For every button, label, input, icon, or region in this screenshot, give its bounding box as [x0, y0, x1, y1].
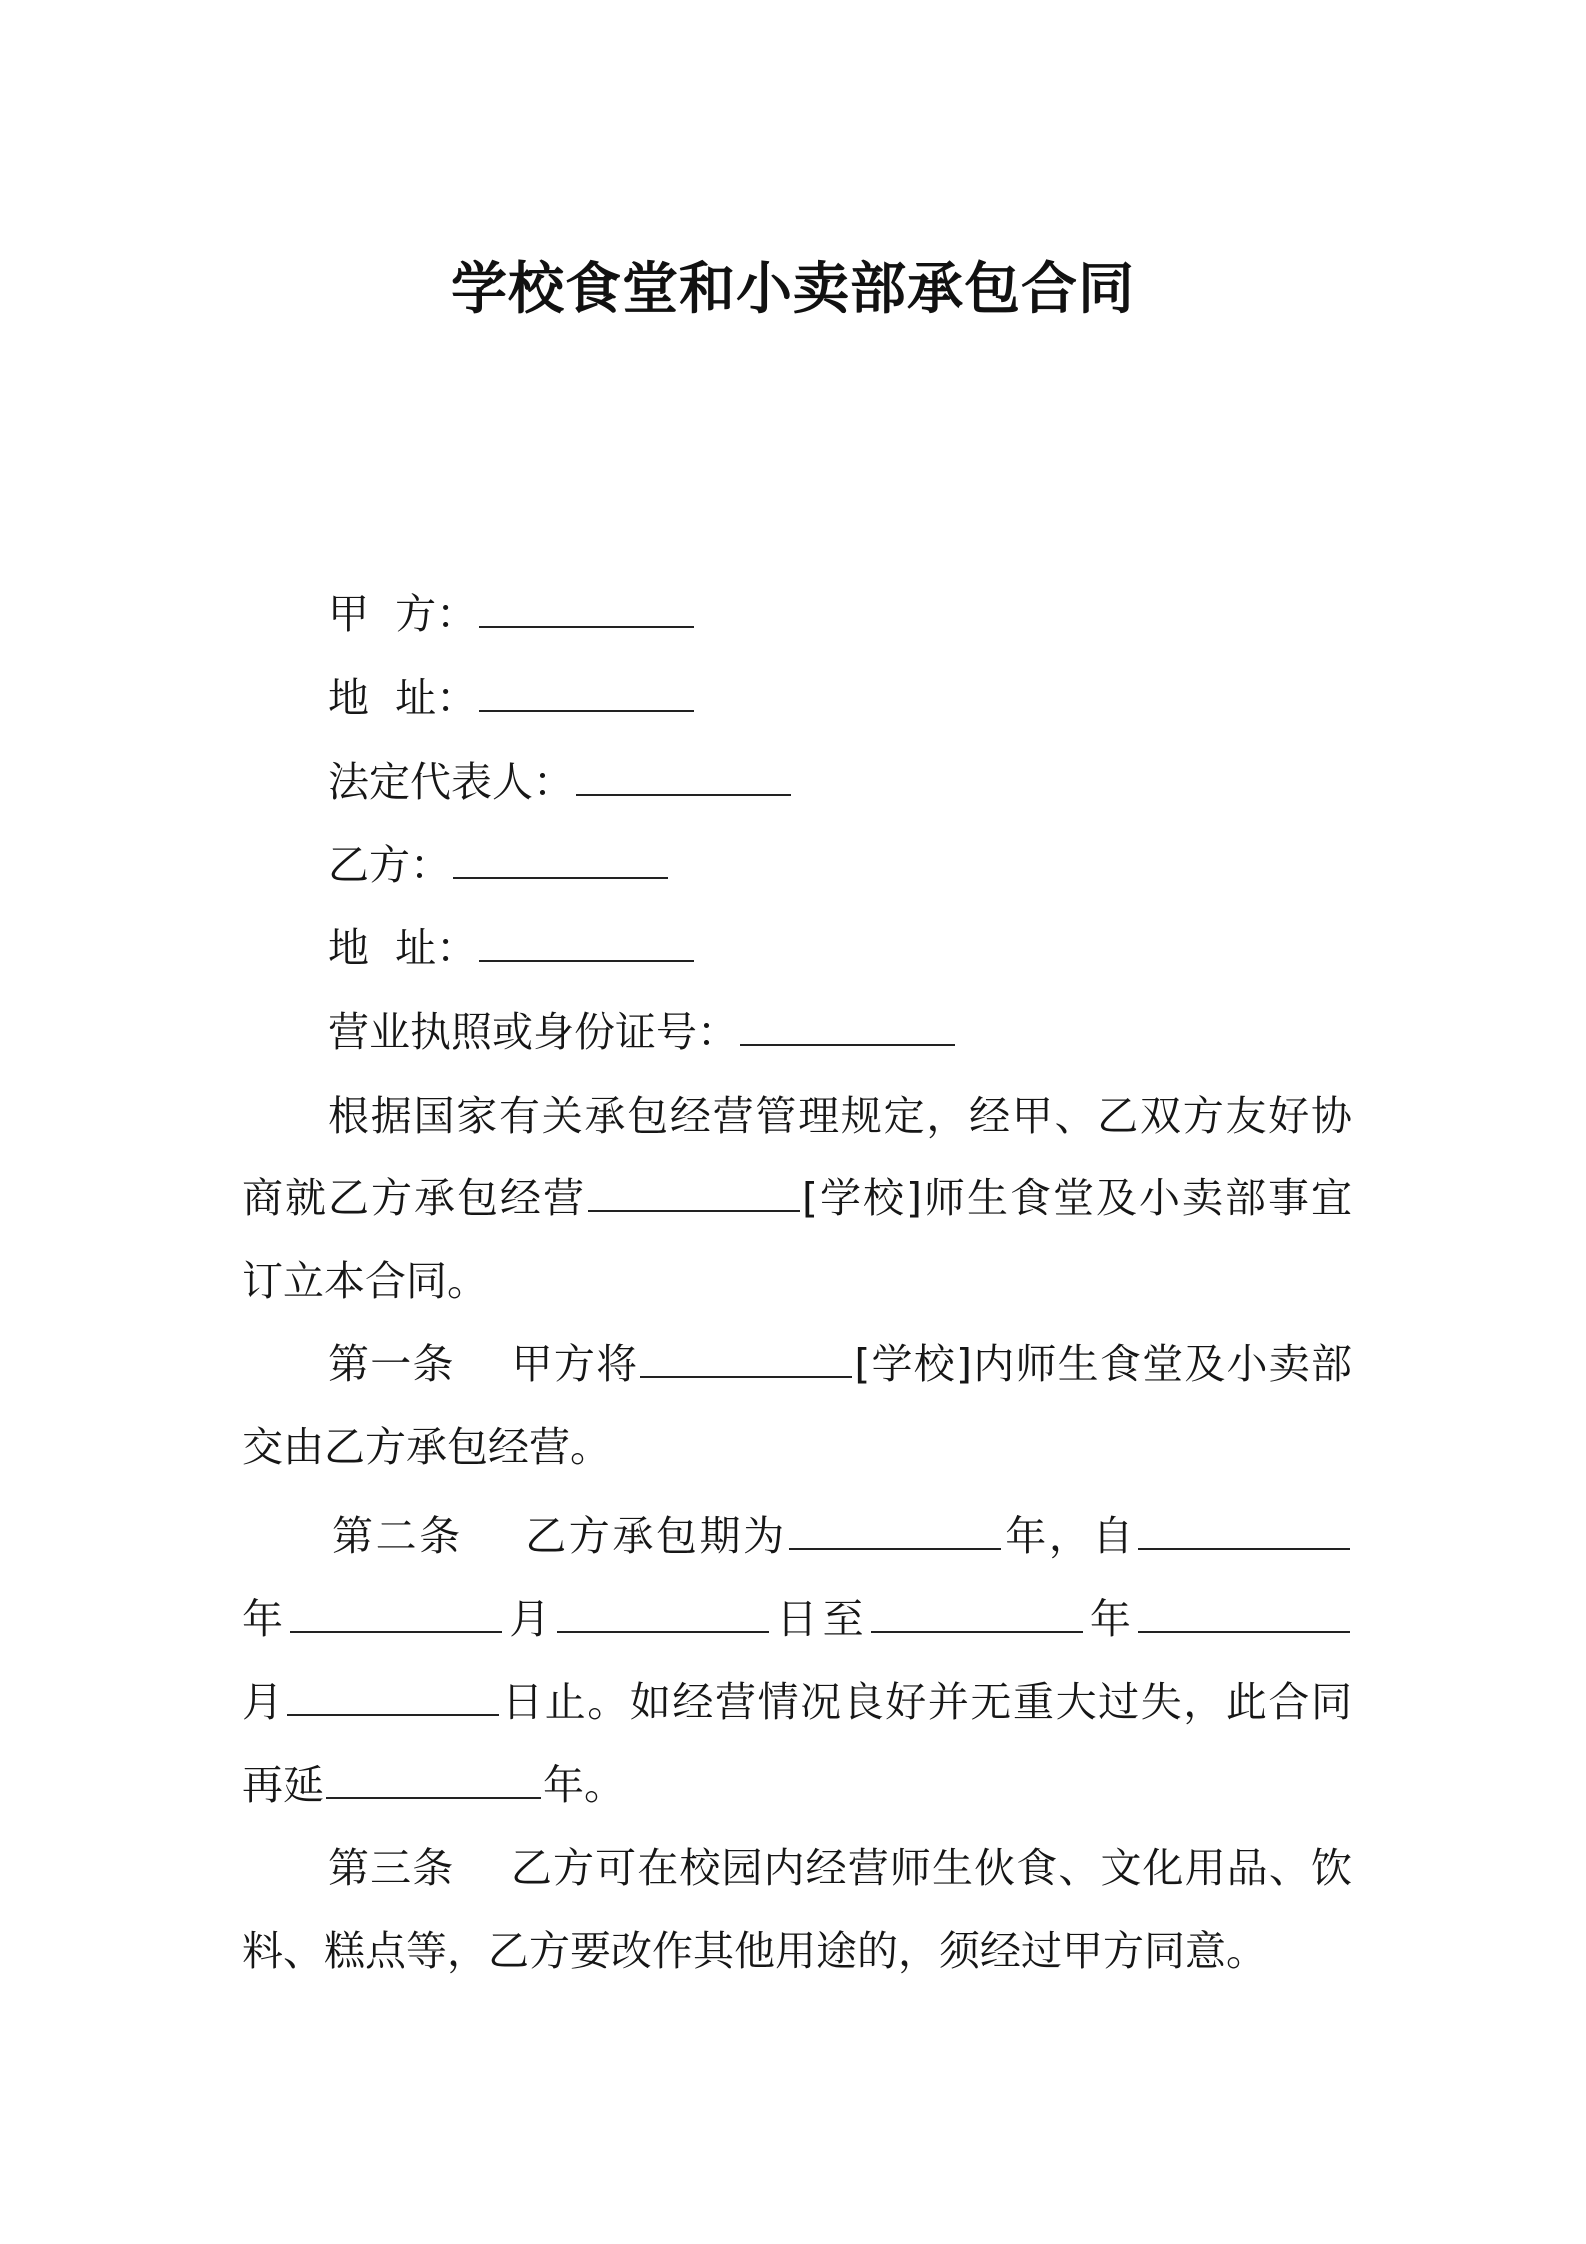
end-month-blank[interactable] — [1138, 1597, 1350, 1633]
article-2-line-2 — [242, 1589, 1352, 1649]
legal-rep-blank[interactable] — [576, 760, 791, 796]
party-a-address-field — [328, 668, 696, 728]
preamble-text-1: 根据国家有关承包经营管理规定，经甲、乙双方友好协 — [328, 1092, 1352, 1140]
article-2-line-4 — [242, 1755, 625, 1815]
article-2-line-3 — [242, 1672, 1352, 1732]
article-2-text-1a: 第二条 乙方承包期为 — [332, 1512, 787, 1560]
article-1-line-2 — [242, 1417, 611, 1477]
legal-rep-label: 法定代表人： — [328, 758, 574, 806]
party-b-address-blank[interactable] — [479, 926, 694, 962]
article-1-text-2: 交由乙方承包经营。 — [242, 1423, 611, 1471]
article-2-text-4a: 再延 — [242, 1761, 324, 1809]
article-2-line-1 — [332, 1506, 1352, 1566]
extension-years-blank[interactable] — [326, 1763, 541, 1799]
article-2-text-2a: 年 — [242, 1595, 289, 1643]
article-1-line-1 — [328, 1334, 1352, 1394]
article-3-line-1 — [328, 1838, 1352, 1898]
preamble-line-3 — [242, 1251, 488, 1311]
article-1-text-1a: 第一条 甲方将 — [328, 1340, 639, 1388]
article-3-text-2: 料、糕点等，乙方要改作其他用途的，须经过甲方同意。 — [242, 1927, 1267, 1975]
party-a-field — [328, 584, 696, 644]
party-b-blank[interactable] — [453, 843, 668, 879]
end-year-blank[interactable] — [871, 1597, 1083, 1633]
party-b-label: 乙方： — [328, 841, 451, 889]
article-1-school-blank[interactable] — [640, 1342, 852, 1378]
license-field — [328, 1002, 957, 1062]
party-b-address-field — [328, 918, 696, 978]
preamble-line-2 — [242, 1168, 1352, 1228]
license-blank[interactable] — [740, 1010, 955, 1046]
article-1-text-1b: [学校]内师生食堂及小卖部 — [854, 1340, 1352, 1388]
article-2-text-2d: 年 — [1084, 1595, 1136, 1643]
party-a-address-label: 地 址： — [328, 674, 478, 722]
article-3-line-2 — [242, 1921, 1267, 1981]
preamble-text-2a: 商就乙方承包经营 — [242, 1174, 586, 1222]
article-2-text-2b: 月 — [504, 1595, 556, 1643]
document-title: 学校食堂和小卖部承包合同 — [451, 257, 1135, 322]
party-b-address-label: 地 址： — [328, 924, 478, 972]
article-2-text-3a: 月 — [242, 1678, 285, 1726]
article-3-text-1: 第三条 乙方可在校园内经营师生伙食、文化用品、饮 — [328, 1844, 1352, 1892]
legal-rep-field — [328, 752, 793, 812]
party-b-field — [328, 835, 670, 895]
end-day-blank[interactable] — [287, 1680, 499, 1716]
party-a-address-blank[interactable] — [479, 676, 694, 712]
preamble-line-1 — [328, 1086, 1352, 1146]
preamble-text-2b: [学校]师生食堂及小卖部事宜 — [802, 1174, 1352, 1222]
article-2-text-1b: 年，自 — [1002, 1512, 1136, 1560]
start-month-blank[interactable] — [290, 1597, 502, 1633]
preamble-text-3: 订立本合同。 — [242, 1257, 488, 1305]
article-2-text-4b: 年。 — [543, 1761, 625, 1809]
start-day-blank[interactable] — [557, 1597, 769, 1633]
term-years-blank[interactable] — [789, 1514, 1001, 1550]
start-year-blank[interactable] — [1138, 1514, 1350, 1550]
license-label: 营业执照或身份证号： — [328, 1008, 738, 1056]
party-a-blank[interactable] — [479, 592, 694, 628]
party-a-label: 甲 方： — [328, 590, 478, 638]
school-name-blank[interactable] — [588, 1176, 800, 1212]
article-2-text-3b: 日止。如经营情况良好并无重大过失，此合同 — [500, 1678, 1353, 1726]
article-2-text-2c: 日至 — [771, 1595, 869, 1643]
